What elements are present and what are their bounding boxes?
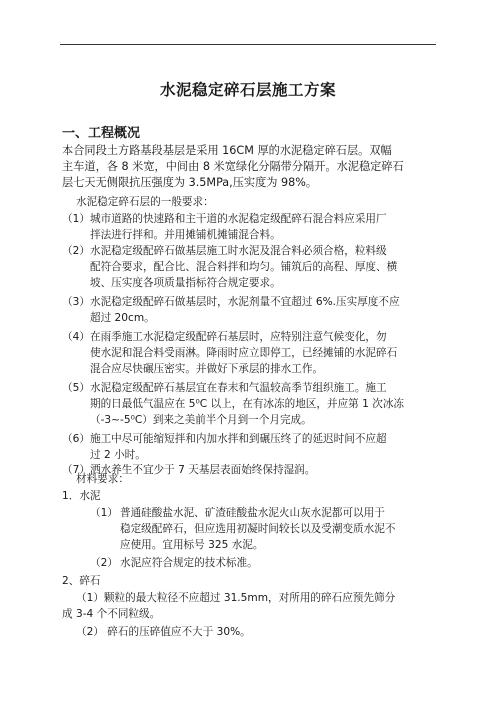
requirement-text: 期的日最低气温应在 5⁰C 以上，在有冰冻的地区，并应第 1 次冰冻	[90, 398, 405, 410]
requirement-number: （1）	[62, 213, 90, 225]
requirement-item	[62, 380, 442, 428]
cement-number: （1）	[90, 507, 118, 519]
gravel-item-cont: 成 3-4 个不同粒级。	[62, 608, 161, 620]
requirement-number: （5）	[62, 382, 90, 394]
requirements-intro: 水泥稳定碎石层的一般要求：	[76, 196, 214, 208]
cement-line	[90, 537, 470, 553]
cement-text: 水泥应符合规定的技术标准。	[120, 557, 258, 569]
requirement-line	[62, 211, 442, 227]
overview-paragraph	[62, 143, 440, 191]
header-rule	[60, 44, 436, 45]
requirement-text: （-3~-5⁰C）到来之美前半个月到一个月完成。	[90, 414, 312, 426]
requirement-text: 洒水养生不宜少于 7 天基层表面始终保持湿润。	[90, 464, 316, 476]
section-heading: 一、工程概况	[62, 126, 141, 141]
requirement-text: 水泥稳定级配碎石做基层时，水泥剂量不宜超过 6%.压实厚度不应	[90, 296, 400, 308]
requirement-line-cont	[62, 227, 442, 243]
gravel-item: （2） 碎石的压碎值应不大于 30%。	[76, 626, 251, 638]
requirement-line-cont	[62, 259, 442, 275]
requirement-item	[62, 211, 442, 243]
requirement-number: （2）	[62, 245, 90, 257]
gravel-heading: 2、碎石	[62, 575, 101, 587]
requirement-text: 拌法进行拌和。并用摊铺机摊铺混合料。	[90, 229, 281, 241]
requirement-item	[62, 294, 442, 326]
requirement-line-cont	[62, 345, 442, 361]
overview-line: 本合同段土方路基段基层是采用 16CM 厚的水泥稳定碎石层。双幅	[62, 144, 392, 157]
requirement-line	[62, 294, 442, 310]
cement-item	[90, 555, 470, 571]
overview-line: 主车道，各 8 米宽，中间由 8 米宽绿化分隔带分隔开。水泥稳定碎石	[62, 160, 404, 173]
requirement-item	[62, 431, 442, 463]
requirement-text: 过 2 小时。	[90, 449, 146, 461]
requirement-line-cont	[62, 310, 442, 326]
requirement-text: 水泥稳定级配碎石做基层施工时水泥及混合料必须合格，粒料级	[90, 245, 387, 257]
requirement-line	[62, 329, 442, 345]
requirement-number: （6）	[62, 433, 90, 445]
requirement-text: 配符合要求，配合比、混合料拌和均匀。铺筑后的高程、厚度、横	[90, 261, 398, 273]
overview-line: 层七天无侧限抗压强度为 3.5MPa,压实度为 98%。	[62, 176, 318, 189]
cement-text: 稳定级配碎石，但应选用初凝时间较长以及受潮变质水泥不	[120, 523, 396, 535]
requirement-line	[62, 243, 442, 259]
cement-number: （2）	[90, 557, 118, 569]
requirement-text: 施工中尽可能缩短拌和内加水拌和到碾压终了的延迟时间不应超	[90, 433, 387, 445]
requirement-line	[62, 380, 442, 396]
requirement-text: 城市道路的快速路和主干道的水泥稳定级配碎石混合料应采用厂	[90, 213, 387, 225]
requirement-text: 水泥稳定级配碎石基层宜在春末和气温较高季节组织施工。施工	[90, 382, 387, 394]
cement-text: 应使用。宜用标号 325 水泥。	[120, 539, 264, 551]
requirement-line	[62, 431, 442, 447]
requirement-text: 超过 20cm。	[90, 312, 155, 324]
requirement-text: 在雨季施工水泥稳定级配碎石基层时，应特别注意气候变化，勿	[90, 331, 387, 343]
requirement-number: （4）	[62, 331, 90, 343]
document-title: 水泥稳定碎石层施工方案	[159, 81, 336, 99]
requirement-item	[62, 243, 442, 291]
requirement-text: 混合应尽快碾压密实。并做好下承层的排水工作。	[90, 363, 324, 375]
requirement-text: 坡、压实度各项质量指标符合规定要求。	[90, 277, 281, 289]
cement-line	[90, 555, 470, 571]
requirement-text: 使水泥和混合料受雨淋。降雨时应立即停工，已经摊铺的水泥碎石	[90, 347, 398, 359]
cement-item	[90, 505, 470, 553]
cement-line	[90, 521, 470, 537]
requirement-line-cont	[62, 275, 442, 291]
requirement-item	[62, 329, 442, 377]
requirement-line-cont	[62, 412, 442, 428]
requirement-line-cont	[62, 396, 442, 412]
cement-text: 普通硅酸盐水泥、矿渣硅酸盐水泥火山灰水泥都可以用于	[120, 507, 385, 519]
cement-heading: 1．水泥	[62, 490, 101, 502]
materials-intro: 材料要求：	[76, 473, 129, 485]
cement-line	[90, 505, 470, 521]
requirement-line-cont	[62, 361, 442, 377]
gravel-item: （1）颗粒的最大粒径不应超过 31.5mm，对所用的碎石应预先筛分	[76, 592, 396, 604]
requirement-number: （3）	[62, 296, 90, 308]
requirement-number: （7）	[62, 464, 90, 476]
requirement-line-cont	[62, 447, 442, 463]
